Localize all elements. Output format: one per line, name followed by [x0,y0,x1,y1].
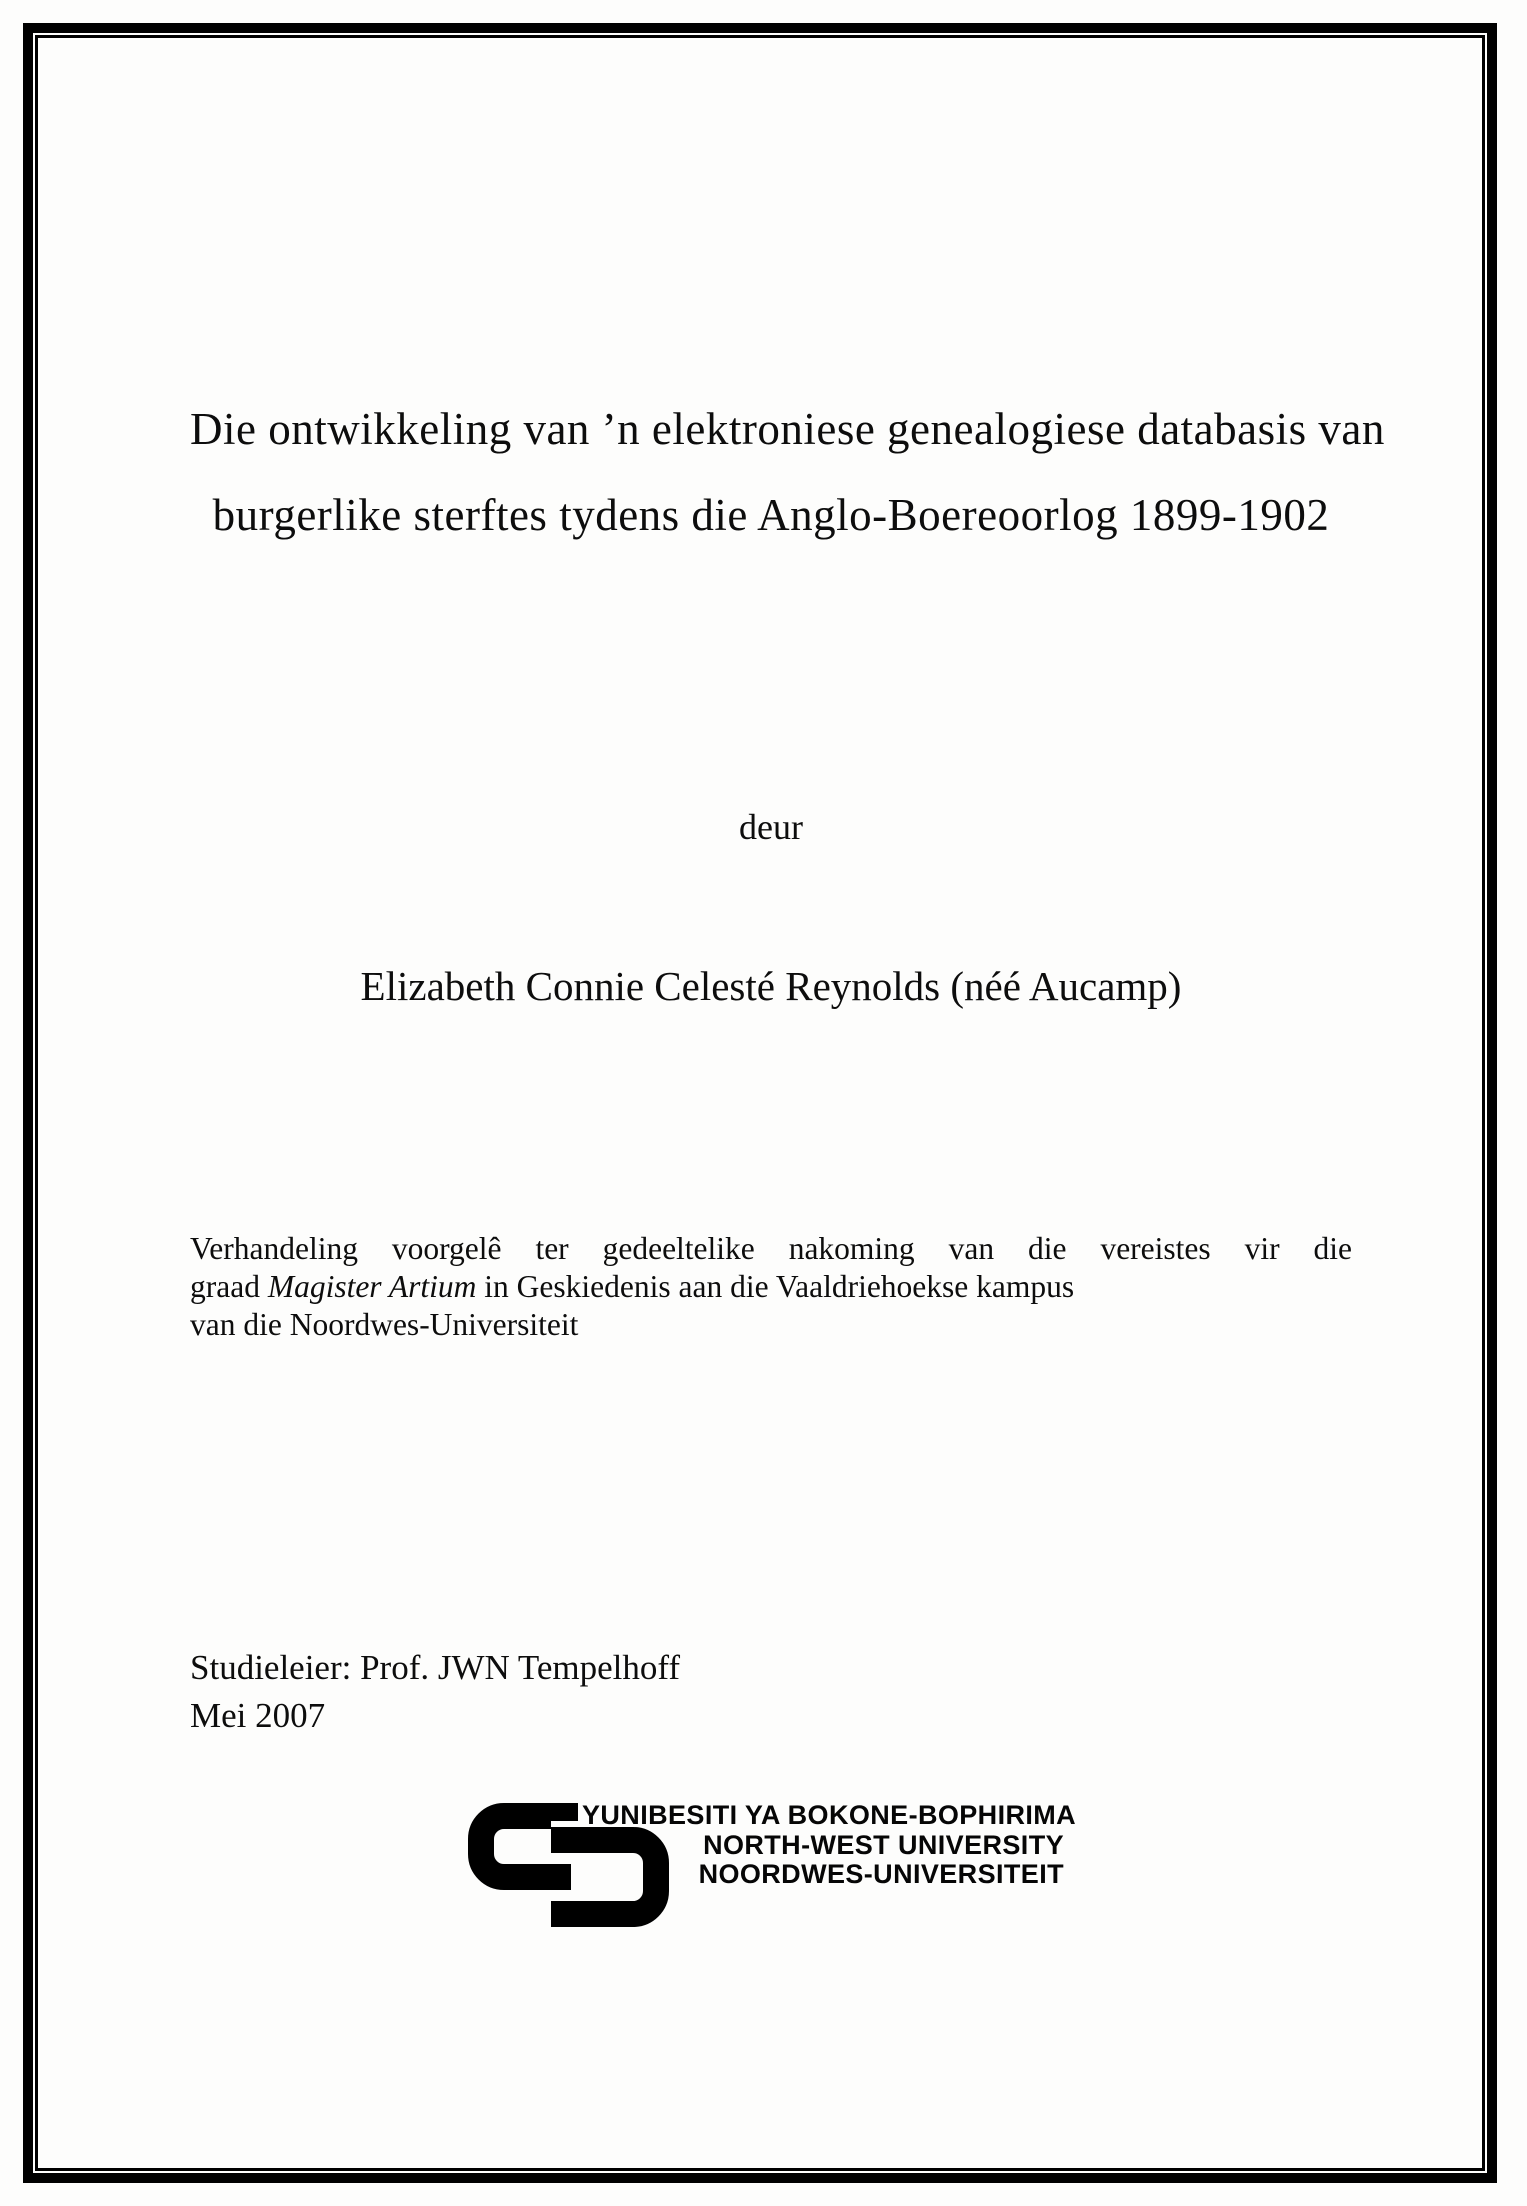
date-line: Mei 2007 [190,1696,326,1735]
logo-line-afrikaans: NOORDWES-UNIVERSITEIT [698,1859,1064,1889]
byline-label: deur [739,807,803,847]
logo-line-english: NORTH-WEST UNIVERSITY [703,1829,1064,1860]
statement-line-2-pre: graad [190,1269,268,1304]
logo-line-setswana: YUNIBESITI YA BOKONE-BOPHIRIMA [582,1800,1077,1830]
statement-line-1: Verhandeling voorgelê ter gedeeltelike nakoming van die vereistes vir die [190,1231,1352,1266]
thesis-statement [190,1230,1352,1344]
thesis-title [190,386,1385,558]
title-line-2: burgerlike sterftes tydens die Anglo-Boereoorlog 1899-1902 [212,490,1330,540]
nwu-logo-text [582,1800,1077,1890]
supervisor-line: Studieleier: Prof. JWN Tempelhoff [190,1648,681,1687]
statement-line-3: van die Noordwes-Universiteit [190,1307,579,1342]
supervisor-block [190,1644,1352,1740]
statement-line-2-post: in Geskiedenis aan die Vaaldriehoekse kampus [476,1269,1075,1304]
statement-line-2 [190,1268,1352,1306]
author-name: Elizabeth Connie Celesté Reynolds (néé Aucamp) [360,963,1182,1009]
nwu-logo [462,1798,1077,1933]
title-line-1: Die ontwikkeling van ’n elektroniese genealogiese databasis van [190,404,1385,454]
statement-degree-italic: Magister Artium [267,1269,477,1304]
